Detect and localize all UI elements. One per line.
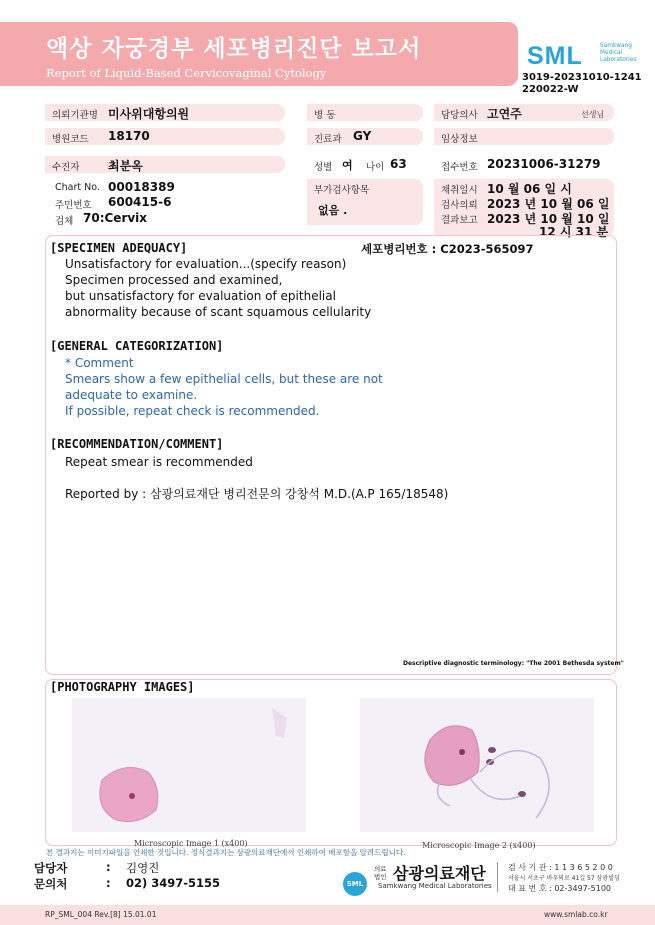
specimen-value: 70:Cervix <box>83 211 148 225</box>
contact-value: 02) 3497-5155 <box>126 876 221 890</box>
patient-field <box>45 156 285 173</box>
report-number: 3019-20231010-1241 220022-W <box>522 72 642 95</box>
report-title-english: Report of Liquid-Based Cervicovaginal Cytology <box>46 66 327 80</box>
pathology-number: 세포병리번호 : C2023-565097 <box>361 242 534 256</box>
result-value: 2023 년 10 월 10 일 <box>487 212 610 226</box>
sml-logo-subtitle: Samkwang Medical Laboratories <box>600 43 637 63</box>
photography-heading: [PHOTOGRAPHY IMAGES] <box>50 680 195 694</box>
collect-value: 10 월 06 일 시 <box>487 182 572 196</box>
hospital-value: 미사위대항의원 <box>108 107 190 121</box>
comment-line: adequate to examine. <box>65 388 198 402</box>
dept-value: GY <box>353 129 372 143</box>
image-2-caption: Microscopic Image 2 (x400) <box>422 841 536 850</box>
adequacy-line: but unsatisfactory for evaluation of epithelial <box>65 289 336 303</box>
adequacy-line: abnormality because of scant squamous cellularity <box>65 305 372 319</box>
receipt-value: 20231006-31279 <box>487 157 601 171</box>
form-number: RP_SML_004 Rev.[8] 15.01.01 <box>45 910 157 919</box>
website: www.smlab.co.kr <box>544 910 608 919</box>
org-name: 삼광의료재단 <box>393 864 486 883</box>
sex-value: 여 <box>342 159 353 172</box>
comment-line: * Comment <box>65 356 134 370</box>
request-value: 2023 년 10 월 06 일 <box>487 197 610 211</box>
extra-value: 없음 . <box>318 204 348 217</box>
code-value: 18170 <box>108 129 150 143</box>
staff-label: 담당자 <box>34 861 68 875</box>
contact-label: 문의처 <box>34 877 68 891</box>
comment-line: Smears show a few epithelial cells, but these are not <box>65 372 383 386</box>
doctor-value: 고연주 <box>487 107 522 121</box>
report-title: 액상 자궁경부 세포병리진단 보고서 <box>46 36 422 62</box>
org-tag: 의료 법인 <box>374 865 387 881</box>
specimen-adequacy-heading: [SPECIMEN ADEQUACY] <box>50 241 188 255</box>
recommendation-heading: [RECOMMENDATION/COMMENT] <box>50 437 224 451</box>
resident-value: 600415-6 <box>108 195 172 209</box>
sml-logo: SML <box>527 42 583 70</box>
phone-number: 대 표 번 호 : 02-3497-5100 <box>508 884 611 893</box>
org-english: Samkwang Medical Laboratories <box>378 882 492 890</box>
patient-value: 최분옥 <box>108 159 143 173</box>
microscopic-image-2 <box>360 698 594 832</box>
reported-by: Reported by : 삼광의료재단 병리전문의 강창석 M.D.(A.P 165/18548) <box>65 487 449 501</box>
adequacy-line: Specimen processed and examined, <box>65 273 283 287</box>
comment-line: If possible, repeat check is recommended. <box>65 404 320 418</box>
staff-value: 김영진 <box>126 861 160 875</box>
general-categorization-heading: [GENERAL CATEGORIZATION] <box>50 339 224 353</box>
terminology-note: Descriptive diagnostic terminology: "The 2001 Bethesda system" <box>403 660 624 667</box>
license-number: 검 사 기 관 : 1 1 3 6 5 2 0 0 <box>508 863 613 872</box>
sml-seal-icon: SML <box>343 872 367 896</box>
print-notice: 본 결과지는 이미지파일을 인쇄한 것입니다. 정식결과지는 삼광의료재단에서 인쇄하여 배포함을 알려드립니다. <box>46 848 406 857</box>
recommendation-text: Repeat smear is recommended <box>65 455 253 469</box>
adequacy-line: Unsatisfactory for evaluation...(specify reason) <box>65 257 347 271</box>
result-time-value: 12 시 31 분 <box>539 225 609 239</box>
divider <box>497 862 498 892</box>
chart-value: 00018389 <box>108 180 175 194</box>
microscopic-image-1 <box>72 698 306 832</box>
image-1-caption: Microscopic Image 1 (x400) <box>134 839 248 848</box>
address: 서울시 서초구 바우뫼로 41길 57 삼광빌딩 <box>508 875 620 882</box>
age-value: 63 <box>390 157 407 171</box>
